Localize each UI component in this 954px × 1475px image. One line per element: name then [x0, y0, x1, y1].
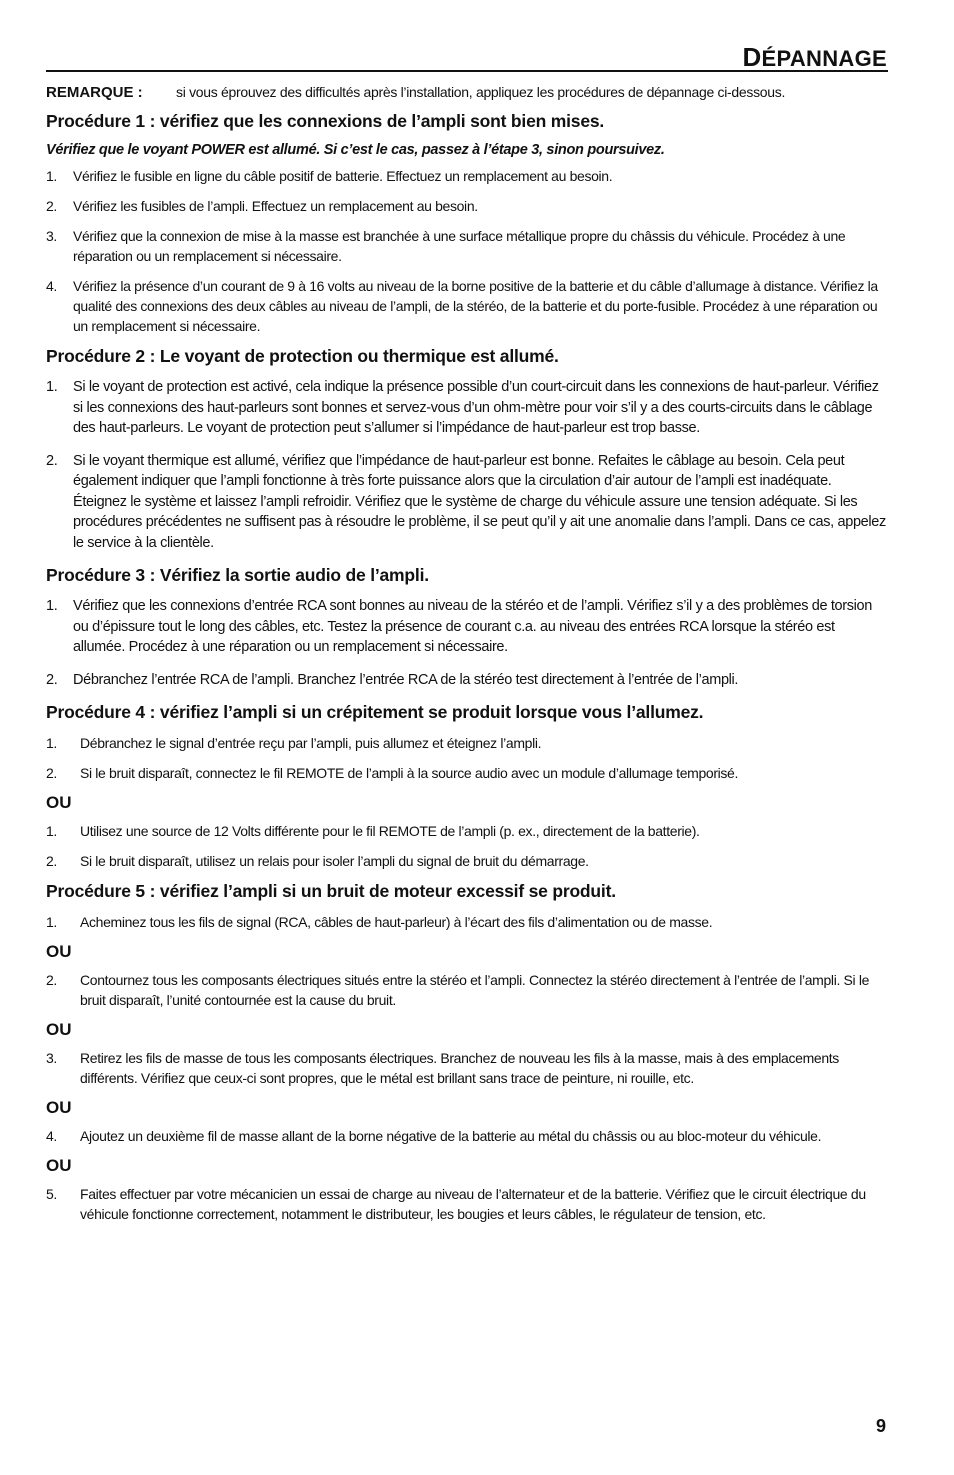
item-text: Ajoutez un deuxième fil de masse allant de la borne négative de la batterie au métal du châssis ou au bloc-moteur du véhicule. [80, 1128, 822, 1144]
procedure-4-list-b [46, 821, 888, 871]
procedure-2-list [46, 377, 888, 553]
page-content [46, 84, 888, 1234]
or-separator: OU [46, 942, 72, 961]
item-number: 1. [46, 379, 58, 395]
procedure-3-list [46, 596, 888, 690]
procedure-5-list-2 [46, 970, 888, 1010]
item-text: Contournez tous les composants électriques situés entre la stéréo et l’ampli. Connectez la stéréo directement à l’entrée de l’ampli. Si le bruit disparaît, l’unité contournée est la cause du bruit. [80, 972, 870, 1008]
procedure-1 [46, 111, 888, 336]
list-item [46, 821, 888, 841]
procedure-3 [46, 565, 888, 690]
procedure-4-title: Procédure 4 : vérifiez l’ampli si un crépitement se produit lorsque vous l’allumez. [46, 702, 704, 722]
list-item [46, 1184, 888, 1224]
procedure-4-list-a [46, 733, 888, 783]
item-text: Utilisez une source de 12 Volts différente pour le fil REMOTE de l’ampli (p. ex., directement de la batterie). [80, 823, 700, 839]
item-text: Vérifiez que les connexions d’entrée RCA sont bonnes au niveau de la stéréo et de l’ampli. Vérifiez s’il y a des problèmes de torsion ou d’épissure tout le long des câbles, etc. Testez la présence de courant c.a. au niveau des entrées RCA lorsque la stéréo est allumée. Procédez à une réparation ou un remplacement si nécessaire. [73, 598, 872, 655]
procedure-4 [46, 702, 888, 871]
item-text: Si le voyant thermique est allumé, vérifiez que l’impédance de haut-parleur est bonne. Refaites le câblage au besoin. Cela peut également indiquer que l’ampli fonctionne à très forte puissance alors que la circulation d’air autour de l’ampli est inadéquate. Éteignez le système et laissez l’ampli refroidir. Vérifiez que le système de charge du véhicule assure une tension adéquate. Si les procédures précédentes ne suffisent pas à résoudre le problème, il se peut qu’il y ait une anomalie dans l’ampli. Dans ce cas, appelez le service à la clientèle. [73, 452, 886, 551]
item-number: 2. [46, 765, 57, 781]
item-number: 4. [46, 1128, 57, 1144]
item-number: 2. [46, 853, 57, 869]
or-separator: OU [46, 1156, 72, 1175]
procedure-1-intro: Vérifiez que le voyant POWER est allumé. Si c’est le cas, passez à l’étape 3, sinon poursuivez. [46, 142, 665, 158]
procedure-2-title: Procédure 2 : Le voyant de protection ou thermique est allumé. [46, 346, 559, 366]
procedure-5-list-3 [46, 1048, 888, 1088]
list-item [46, 851, 888, 871]
header-title-initial: D [742, 42, 762, 72]
list-item [46, 970, 888, 1010]
item-number: 1. [46, 914, 57, 930]
page-header-title [742, 42, 887, 73]
list-item [46, 1126, 888, 1146]
item-number: 2. [46, 972, 57, 988]
procedure-5-list-4 [46, 1126, 888, 1146]
item-number: 1. [46, 168, 57, 184]
item-text: Acheminez tous les fils de signal (RCA, câbles de haut-parleur) à l’écart des fils d’alimentation ou de masse. [80, 914, 713, 930]
item-number: 2. [46, 452, 58, 469]
item-text: Vérifiez la présence d’un courant de 9 à 16 volts au niveau de la borne positive de la batterie et du câble d’allumage à distance. Vérifiez la qualité des connexions des deux câbles au niveau de l’ampli, de la stéréo, de la batterie et du porte-fusible. Procédez à une réparation ou un remplacement si nécessaire. [73, 278, 878, 334]
list-item [46, 226, 888, 266]
page-number: 9 [875, 1416, 886, 1436]
list-item [46, 276, 888, 336]
list-item [46, 670, 888, 691]
remark-label: REMARQUE : [46, 84, 143, 101]
remark-note [46, 84, 888, 101]
list-item [46, 377, 888, 439]
or-separator: OU [46, 793, 72, 812]
item-number: 3. [46, 228, 57, 244]
item-number: 2. [46, 198, 57, 214]
list-item [46, 733, 888, 753]
item-number: 5. [46, 1186, 57, 1202]
header-title-rest: ÉPANNAGE [761, 46, 887, 71]
list-item [46, 451, 888, 554]
item-number: 1. [46, 598, 58, 614]
procedure-2 [46, 346, 888, 553]
item-number: 4. [46, 278, 57, 294]
procedure-5-list-1 [46, 912, 888, 932]
item-text: Si le bruit disparaît, utilisez un relais pour isoler l’ampli du signal de bruit du démarrage. [80, 853, 589, 869]
list-item [46, 196, 888, 216]
item-text: Vérifiez que la connexion de mise à la masse est branchée à une surface métallique propre du châssis du véhicule. Procédez à une réparation ou un remplacement si nécessaire. [73, 228, 846, 264]
item-text: Vérifiez les fusibles de l’ampli. Effectuez un remplacement au besoin. [73, 198, 478, 214]
item-text: Vérifiez le fusible en ligne du câble positif de batterie. Effectuez un remplacement au besoin. [73, 168, 613, 184]
remark-text: si vous éprouvez des difficultés après l’installation, appliquez les procédures de dépannage ci-dessous. [176, 84, 786, 100]
list-item [46, 763, 888, 783]
item-text: Faites effectuer par votre mécanicien un essai de charge au niveau de l’alternateur et de la batterie. Vérifiez que le circuit électrique du véhicule fonctionne correctement, notamment le distributeur, les bougies et leurs câbles, le régulateur de tension, etc. [80, 1186, 866, 1222]
item-text: Si le voyant de protection est activé, cela indique la présence possible d’un court-circuit dans les connexions de haut-parleur. Vérifiez si les connexions des haut-parleurs sont bonnes et servez-vous d’un ohm-mètre pour voir s’il y a des courts-circuits dans le câblage des haut-parleurs. Le voyant de protection peut s’allumer si l’impédance de haut-parleur est trop basse. [73, 379, 879, 436]
procedure-5 [46, 881, 888, 1224]
or-separator: OU [46, 1098, 72, 1117]
list-item [46, 596, 888, 658]
item-number: 3. [46, 1050, 57, 1066]
item-text: Si le bruit disparaît, connectez le fil REMOTE de l’ampli à la source audio avec un module d’allumage temporisé. [80, 765, 739, 781]
list-item [46, 166, 888, 186]
item-text: Débranchez le signal d’entrée reçu par l’ampli, puis allumez et éteignez l’ampli. [80, 735, 542, 751]
procedure-3-title: Procédure 3 : Vérifiez la sortie audio de l’ampli. [46, 565, 429, 585]
item-number: 1. [46, 823, 57, 839]
item-number: 2. [46, 671, 58, 688]
list-item [46, 912, 888, 932]
procedure-1-list [46, 166, 888, 336]
item-text: Débranchez l’entrée RCA de l’ampli. Branchez l’entrée RCA de la stéréo test directement à l’entrée de l’ampli. [73, 671, 739, 688]
or-separator: OU [46, 1020, 72, 1039]
item-number: 1. [46, 735, 57, 751]
procedure-5-title: Procédure 5 : vérifiez l’ampli si un bruit de moteur excessif se produit. [46, 881, 616, 901]
procedure-5-list-5 [46, 1184, 888, 1224]
list-item [46, 1048, 888, 1088]
procedure-1-title: Procédure 1 : vérifiez que les connexions de l’ampli sont bien mises. [46, 111, 605, 131]
item-text: Retirez les fils de masse de tous les composants électriques. Branchez de nouveau les fils à la masse, mais à des emplacements différents. Vérifiez que ceux-ci sont propres, que le métal est brillant sans trace de peinture, ni rouille, etc. [80, 1050, 839, 1086]
header-rule [46, 70, 888, 72]
